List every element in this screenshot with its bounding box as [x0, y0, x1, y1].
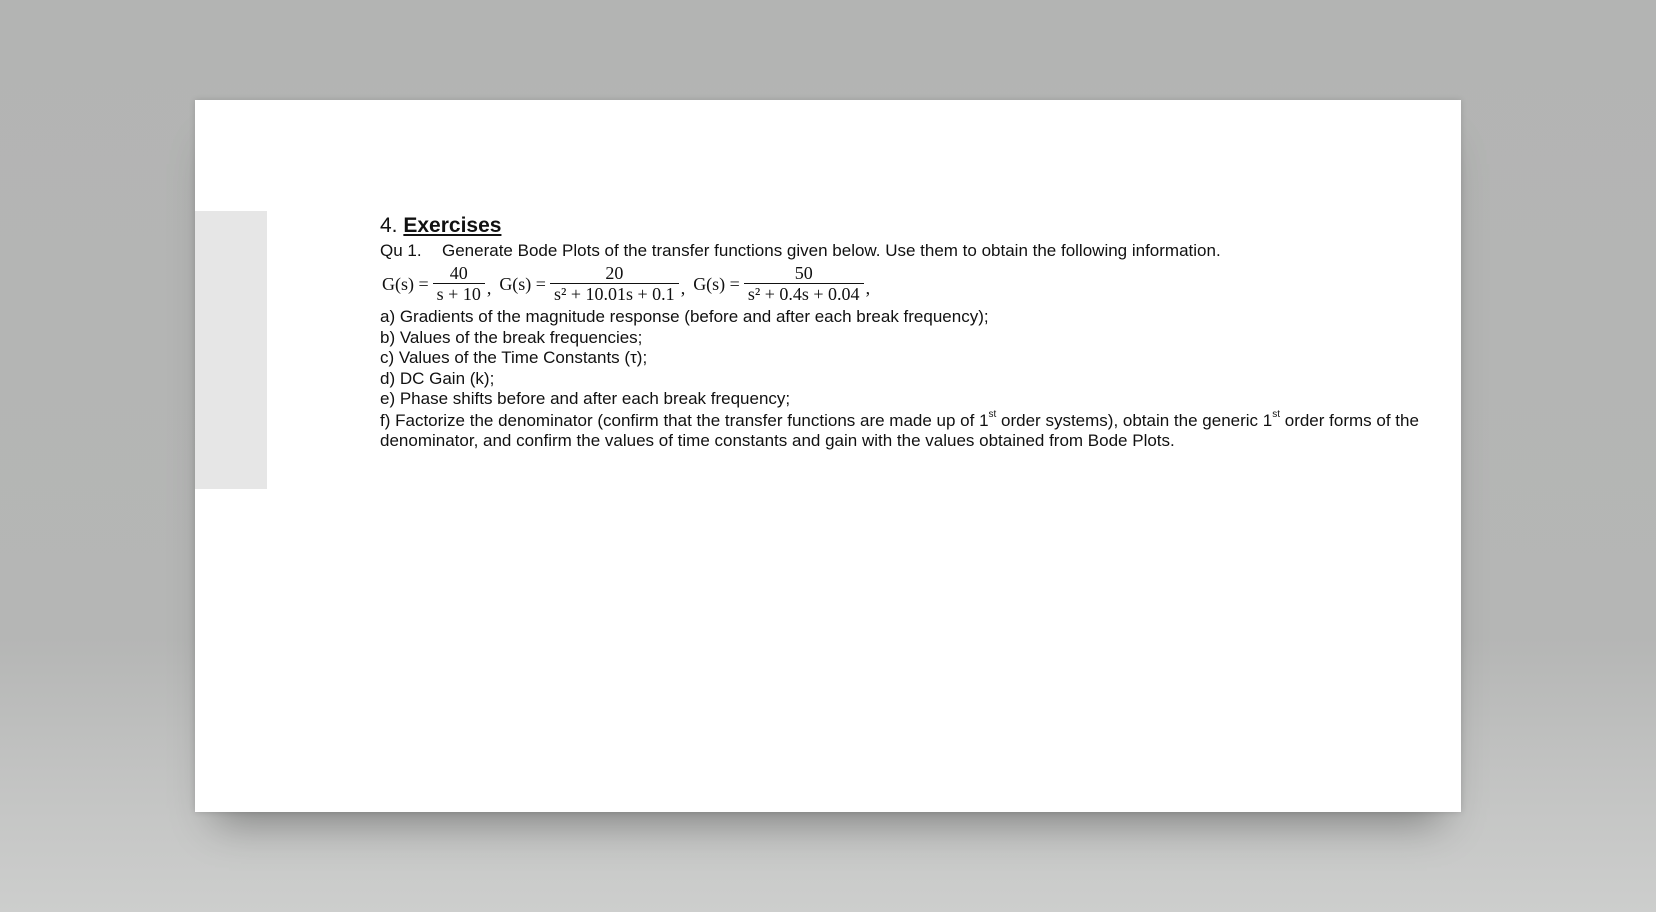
item-f-part1: f) Factorize the denominator (confirm that the transfer functions are made up of 1 [380, 410, 989, 430]
page-content [380, 213, 1440, 452]
fraction [550, 264, 679, 305]
document-page [195, 100, 1461, 812]
item-c: c) Values of the Time Constants (τ); [380, 348, 648, 367]
equations-row [382, 262, 1440, 306]
numerator: 20 [605, 262, 624, 283]
denominator: s + 10 [433, 283, 485, 305]
question-line [380, 240, 1440, 262]
fraction [433, 264, 485, 305]
question-number: Qu 1. [380, 241, 422, 260]
item-a: a) Gradients of the magnitude response (before and after each break frequency); [380, 307, 989, 326]
section-heading [380, 213, 1440, 239]
numerator: 50 [794, 262, 813, 283]
item-e: e) Phase shifts before and after each break frequency; [380, 389, 791, 408]
separator: , [486, 277, 492, 298]
equation-lhs: G(s) = [499, 273, 546, 294]
left-gutter [195, 211, 267, 489]
question-items [380, 307, 1440, 452]
superscript: st [1272, 408, 1281, 420]
superscript: st [988, 408, 997, 420]
separator: , [680, 277, 686, 298]
equation-1 [382, 264, 499, 305]
fraction [744, 264, 864, 305]
denominator: s² + 0.4s + 0.04 [744, 283, 864, 305]
section-number: 4. [380, 214, 398, 237]
item-f-part3: order forms of the denominator, and confirm the values of time constants and gain with the values obtained from Bode Plots. [380, 410, 1419, 450]
equation-lhs: G(s) = [693, 273, 740, 294]
item-b: b) Values of the break frequencies; [380, 327, 643, 347]
numerator: 40 [449, 262, 468, 283]
equation-lhs: G(s) = [382, 273, 429, 294]
item-f-part2: order systems), obtain the generic 1 [996, 410, 1273, 430]
equation-3 [693, 264, 878, 305]
equation-2 [499, 264, 693, 305]
question-text: Generate Bode Plots of the transfer functions given below. Use them to obtain the following information. [442, 241, 1221, 260]
section-title: Exercises [403, 214, 502, 237]
separator: , [865, 277, 871, 298]
item-f [380, 408, 1440, 452]
item-d: d) DC Gain (k); [380, 368, 495, 388]
denominator: s² + 10.01s + 0.1 [550, 283, 679, 305]
